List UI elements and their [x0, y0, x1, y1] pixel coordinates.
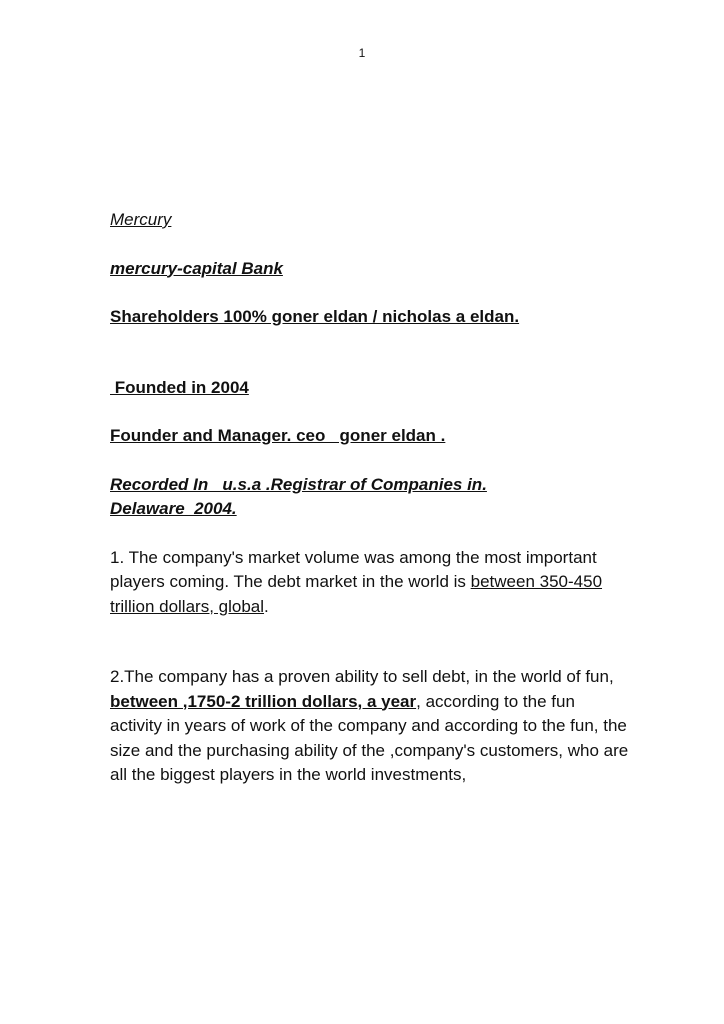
paragraph-1-end: . — [264, 596, 269, 616]
recorded-block — [110, 473, 630, 522]
recorded-line-1: Recorded In u.s.a .Registrar of Companies in. — [110, 474, 487, 494]
paragraph-1-text: 1. The company's market volume was among the most important players coming. The debt market in the world is — [110, 547, 597, 591]
page-number: 1 — [358, 46, 366, 60]
document-title: Mercury — [110, 210, 172, 229]
paragraph-1-underlined: between 350-450 trillion dollars, global — [110, 572, 603, 616]
founder-line: Founder and Manager. ceo goner eldan . — [110, 426, 446, 445]
recorded-line-2: Delaware 2004. — [110, 499, 237, 518]
shareholders-line: Shareholders 100% goner eldan / nicholas a eldan. — [110, 307, 520, 326]
paragraph-1 — [110, 546, 630, 620]
bank-name: mercury-capital Bank — [110, 258, 283, 278]
paragraph-2-highlight: between ,1750-2 trillion dollars, a year — [110, 691, 417, 711]
paragraph-2-end: , according to the fun activity in years of work of the company and according to the fun, the size and the purchasing ability of the ,company's customers, who are all the biggest players in the world investments, — [110, 691, 629, 784]
founded-line: Founded in 2004 — [110, 377, 249, 397]
document-body — [110, 208, 630, 788]
paragraph-2 — [110, 665, 630, 788]
paragraph-2-text: 2.The company has a proven ability to sell debt, in the world of fun, — [110, 667, 614, 686]
